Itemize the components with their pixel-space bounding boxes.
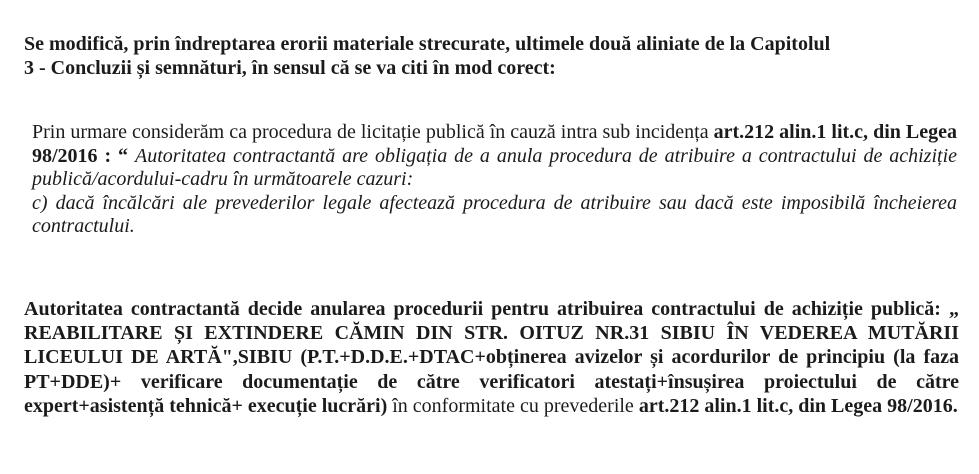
decision-statement: Autoritatea contractantă decide anularea procedurii pentru atribuirea contractului de achiziție publică: „ REABILITARE ȘI EXTINDERE CĂMIN DIN STR. OITUZ NR.31 SIBIU ÎN VEDEREA MUTĂRII LICEULUI DE ARTĂ",SIBIU (P.T.+D.D.E.+DTAC+obținerea avizelor și acordurilor de principiu (la faza PT+DDE)+ verificare documentație de către verificatori atestați+însușirea proiectului de către expert+asistență tehnică+ execuție lucrări) [24, 298, 959, 417]
quoted-law-text: Autoritatea contractantă are obligația de a anula procedura de atribuire a contractului de achiziție publică/acordului-cadru în următoarele cazuri: [32, 144, 958, 190]
heading-line-2: 3 - Concluzii și semnături, în sensul că se va citi în mod corect: [24, 56, 556, 79]
correction-heading [24, 33, 959, 80]
quote-paragraph [32, 121, 957, 239]
decision-legal-reference: art.212 alin.1 lit.c, din Legea 98/2016. [638, 394, 958, 417]
decision-paragraph [24, 297, 959, 418]
decision-conformity-text: în conformitate cu prevederile [387, 394, 639, 417]
heading-line-1: Se modifică, prin îndreptarea erorii materiale strecurate, ultimele două aliniate de la Capitolul [24, 33, 831, 55]
quoted-law-point-c: c) dacă încălcări ale prevederilor legale afectează procedura de atribuire sau dacă este imposibilă încheierea contractului. [32, 191, 957, 237]
quote-intro-text: Prin urmare considerăm ca procedura de licitație publică în cauză intra sub incidența [32, 121, 714, 143]
legal-reference: art.212 alin.1 lit.c, din Legea 98/2016 : [32, 121, 957, 167]
quote-open-mark: “ [111, 144, 135, 167]
